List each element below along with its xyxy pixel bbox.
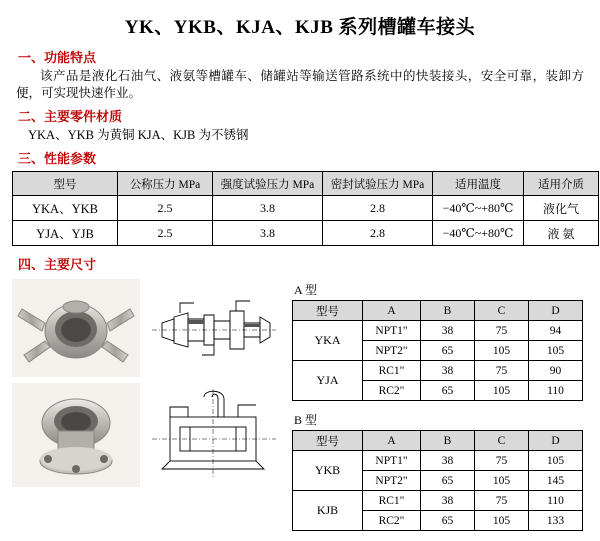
- dim-cell: 65: [421, 341, 475, 361]
- a-type-coupling-photo: [12, 279, 140, 377]
- a-type-coupling-drawing: [144, 279, 282, 377]
- dim-cell: 110: [529, 491, 583, 511]
- section-heading-features: 一、功能特点: [18, 50, 97, 65]
- dim-cell: 105: [529, 341, 583, 361]
- perf-cell: 3.8: [213, 196, 323, 221]
- dim-cell: RC1": [363, 361, 421, 381]
- table-row: [293, 321, 583, 341]
- perf-header-cell: 密封试验压力 MPa: [323, 172, 433, 196]
- dim-cell: 75: [475, 361, 529, 381]
- dim-cell: 145: [529, 471, 583, 491]
- b-type-coupling-drawing: [144, 383, 282, 487]
- dim-model-cell: KJB: [293, 491, 363, 531]
- table-row: [293, 361, 583, 381]
- features-paragraph: 该产品是液化石油气、液氨等槽罐车、储罐站等输送管路系统中的快装接头，安全可靠，装卸方便，可实现快速作业。: [16, 69, 584, 100]
- dim-header-cell: D: [529, 301, 583, 321]
- dim-cell: NPT2": [363, 341, 421, 361]
- dim-cell: 38: [421, 451, 475, 471]
- dim-cell: 133: [529, 511, 583, 531]
- b-type-caption: B 型: [294, 413, 318, 427]
- perf-header-cell: 公称压力 MPa: [118, 172, 213, 196]
- dim-cell: 75: [475, 491, 529, 511]
- figure-row-a: [12, 279, 284, 377]
- perf-cell: 液化气: [524, 196, 599, 221]
- perf-cell: 2.8: [323, 221, 433, 246]
- dim-cell: 38: [421, 361, 475, 381]
- dim-header-cell: A: [363, 301, 421, 321]
- table-header-row: [293, 301, 583, 321]
- dim-model-cell: YKB: [293, 451, 363, 491]
- dim-header-cell: B: [421, 431, 475, 451]
- section-heading-materials: 二、主要零件材质: [18, 109, 123, 124]
- perf-cell: 3.8: [213, 221, 323, 246]
- performance-table: [12, 171, 599, 246]
- dim-header-cell: B: [421, 301, 475, 321]
- dim-cell: RC2": [363, 381, 421, 401]
- materials-paragraph: YKA、YKB 为黄铜 KJA、KJB 为不锈钢: [28, 128, 249, 142]
- page-title: YK、YKB、KJA、KJB 系列槽罐车接头: [124, 17, 476, 38]
- table-row: [13, 196, 599, 221]
- dim-header-cell: 型号: [293, 431, 363, 451]
- dim-header-cell: 型号: [293, 301, 363, 321]
- perf-header-cell: 强度试验压力 MPa: [213, 172, 323, 196]
- dim-header-cell: C: [475, 431, 529, 451]
- dim-cell: 105: [475, 511, 529, 531]
- perf-cell: 液 氨: [524, 221, 599, 246]
- dim-cell: 75: [475, 451, 529, 471]
- dim-cell: 65: [421, 381, 475, 401]
- dim-model-cell: YJA: [293, 361, 363, 401]
- perf-cell: 2.8: [323, 196, 433, 221]
- dim-model-cell: YKA: [293, 321, 363, 361]
- table-row: [13, 221, 599, 246]
- dim-cell: 65: [421, 471, 475, 491]
- perf-cell: −40℃~+80℃: [433, 221, 524, 246]
- dim-cell: RC2": [363, 511, 421, 531]
- dim-cell: NPT2": [363, 471, 421, 491]
- dim-cell: 38: [421, 491, 475, 511]
- perf-header-cell: 适用温度: [433, 172, 524, 196]
- dim-header-cell: D: [529, 431, 583, 451]
- perf-cell: YJA、YJB: [13, 221, 118, 246]
- dim-header-cell: A: [363, 431, 421, 451]
- dim-cell: RC1": [363, 491, 421, 511]
- dimension-tables-column: [292, 279, 588, 541]
- table-row: [293, 451, 583, 471]
- dim-cell: 38: [421, 321, 475, 341]
- figure-row-b: [12, 383, 284, 487]
- perf-cell: 2.5: [118, 221, 213, 246]
- dim-cell: NPT1": [363, 321, 421, 341]
- dim-cell: 105: [529, 451, 583, 471]
- perf-cell: −40℃~+80℃: [433, 196, 524, 221]
- dim-cell: 105: [475, 341, 529, 361]
- dim-cell: 105: [475, 381, 529, 401]
- dim-header-cell: C: [475, 301, 529, 321]
- dim-cell: 105: [475, 471, 529, 491]
- table-header-row: [13, 172, 599, 196]
- a-type-caption: A 型: [294, 283, 318, 297]
- dim-cell: NPT1": [363, 451, 421, 471]
- document-page: [0, 12, 600, 528]
- dim-cell: 65: [421, 511, 475, 531]
- perf-cell: YKA、YKB: [13, 196, 118, 221]
- dim-cell: 75: [475, 321, 529, 341]
- dim-cell: 110: [529, 381, 583, 401]
- dim-cell: 94: [529, 321, 583, 341]
- perf-cell: 2.5: [118, 196, 213, 221]
- table-row: [293, 491, 583, 511]
- dimensions-section: [12, 279, 588, 541]
- perf-header-cell: 适用介质: [524, 172, 599, 196]
- section-heading-performance: 三、性能参数: [18, 151, 97, 166]
- b-type-coupling-photo: [12, 383, 140, 487]
- table-header-row: [293, 431, 583, 451]
- a-type-dimension-table: [292, 300, 583, 401]
- section-heading-dimensions: 四、主要尺寸: [18, 257, 97, 272]
- figures-column: [12, 279, 284, 541]
- perf-header-cell: 型号: [13, 172, 118, 196]
- dim-cell: 90: [529, 361, 583, 381]
